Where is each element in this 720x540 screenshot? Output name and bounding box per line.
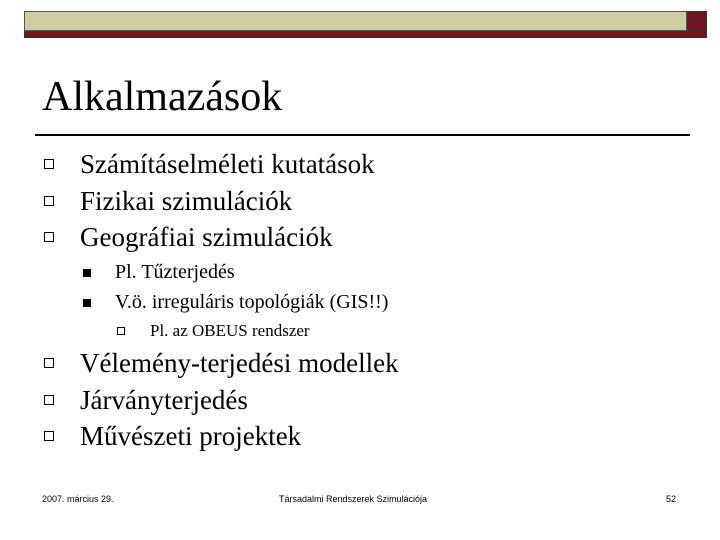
bullet-item: Vélemény-terjedési modellek — [80, 348, 399, 378]
sub-bullet-item: V.ö. irreguláris topológiák (GIS!!) — [115, 291, 389, 313]
solid-square-bullet-icon — [83, 299, 91, 307]
hollow-square-bullet-icon — [117, 327, 125, 335]
bullet-item: Számításelméleti kutatások — [80, 149, 375, 179]
hollow-square-bullet-icon — [44, 232, 54, 242]
footer-page-number: 52 — [666, 494, 677, 504]
footer-course-title: Társadalmi Rendszerek Szimulációja — [279, 494, 428, 504]
bullet-item: Járványterjedés — [80, 385, 248, 415]
hollow-square-bullet-icon — [44, 395, 54, 405]
hollow-square-bullet-icon — [44, 159, 54, 169]
hollow-square-bullet-icon — [44, 431, 54, 441]
hollow-square-bullet-icon — [44, 358, 54, 368]
solid-square-bullet-icon — [83, 269, 91, 277]
bullet-item: Geográfiai szimulációk — [80, 222, 333, 252]
footer-date: 2007. március 29. — [42, 494, 114, 504]
bullet-item: Művészeti projektek — [80, 421, 302, 451]
bullet-item: Fizikai szimulációk — [80, 186, 293, 216]
slide-title: Alkalmazások — [42, 74, 283, 120]
sub-bullet-item: Pl. Tűzterjedés — [115, 261, 235, 283]
sub-sub-bullet-item: Pl. az OBEUS rendszer — [150, 321, 310, 340]
hollow-square-bullet-icon — [44, 196, 54, 206]
